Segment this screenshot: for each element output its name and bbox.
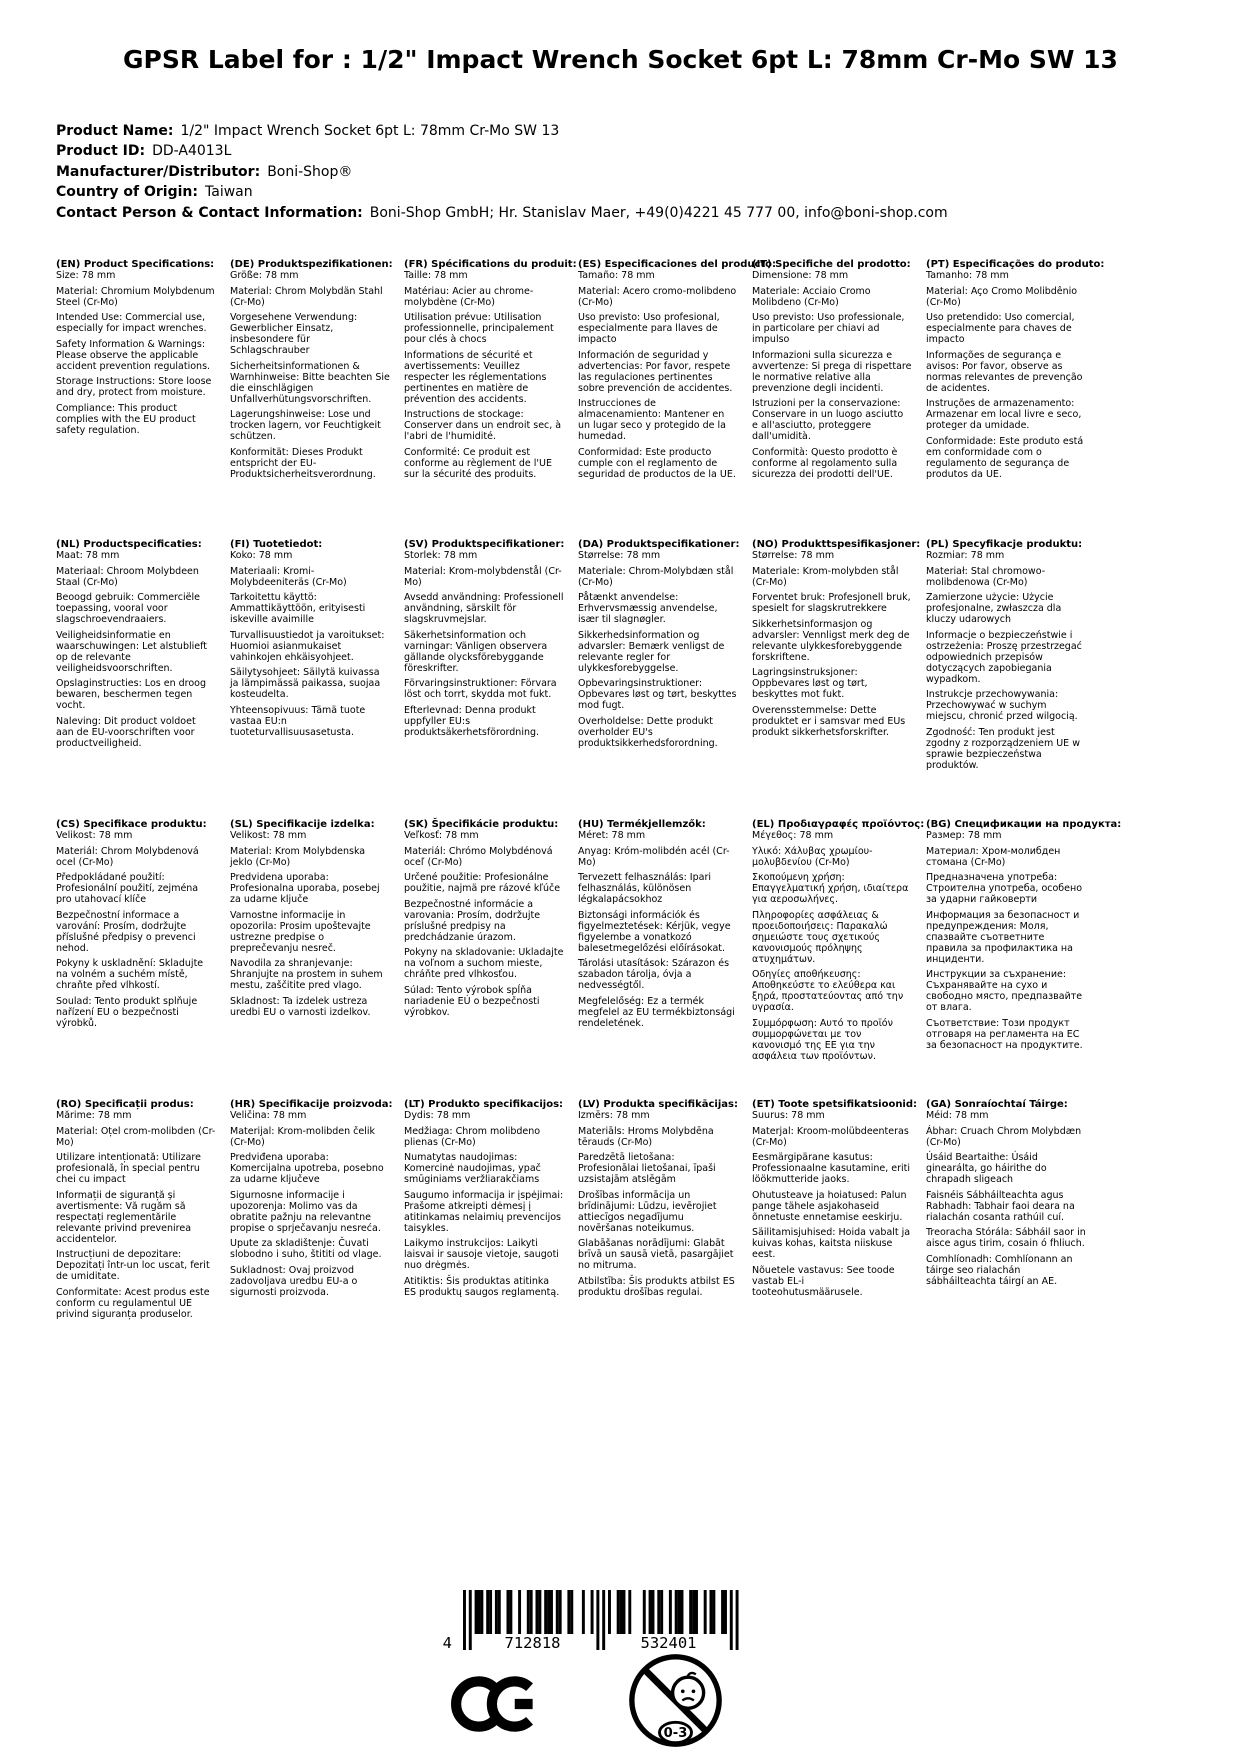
spec-paragraph: Avsedd användning: Professionell användning, särskilt för slagskruvmejslar. <box>404 592 564 625</box>
spec-block-pt <box>926 259 1105 539</box>
spec-paragraph: Material: Krom Molybdenska jeklo (Cr-Mo) <box>230 845 366 868</box>
spec-block-fi <box>230 539 390 819</box>
spec-block-nl <box>56 539 216 819</box>
spec-paragraph: Súlad: Tento výrobok spĺňa nariadenie EÚ o bezpečnosti výrobkov. <box>404 984 540 1018</box>
spec-paragraph: Overensstemmelse: Dette produktet er i samsvar med EUs produkt sikkerhetsforskrifter. <box>752 704 906 738</box>
spec-paragraph: Predvidena uporaba: Profesionalna uporaba, posebej za udarne ključe <box>230 872 380 905</box>
spec-block-de <box>230 259 393 539</box>
spec-paragraph: Tárolási utasítások: Szárazon és szabadon tárolja, óvja a nedvességtől. <box>578 958 730 991</box>
baby-face-icon <box>673 1677 704 1708</box>
spec-paragraph: Material: Acero cromo-molibdeno (Cr-Mo) <box>578 285 737 308</box>
spec-block-title: (ES) Especificaciones del producto: <box>578 259 777 270</box>
page-title: GPSR Label for : 1/2" Impact Wrench Socket 6pt L: 78mm Cr-Mo SW 13 <box>123 45 1118 74</box>
spec-paragraph: Matériau: Acier au chrome-molybdène (Cr-Mo) <box>404 285 534 308</box>
spec-paragraph: Informații de siguranță și avertismente: Vă rugăm să respectați reglementările relevante privind prevenirea accidentelor. <box>56 1189 192 1245</box>
spec-block-el <box>752 819 925 1099</box>
ce-mark-icon <box>450 1670 542 1738</box>
spec-paragraph: Drošības informācija un brīdinājumi: Lūdzu, ievērojiet attiecīgos negadījumu novēršanas noteikumus. <box>578 1189 717 1234</box>
spec-paragraph: Informazioni sulla sicurezza e avvertenze: Si prega di rispettare le normative relative alla prevenzione degli incidenti. <box>752 349 912 394</box>
spec-paragraph: Navodila za shranjevanje: Shranjujte na prostem in suhem mestu, zaščitite pred vlago. <box>230 958 383 991</box>
spec-paragraph: Taille: 78 mm <box>404 270 468 281</box>
spec-paragraph: Veiligheidsinformatie en waarschuwingen: Let alstublieft op de relevante veiligheidsvoorschriften. <box>56 629 208 674</box>
spec-block-es <box>578 259 777 539</box>
spec-paragraph: Předpokládané použití: Profesionální použití, zejména pro utahovací klíče <box>56 872 199 905</box>
spec-block-title: (HR) Specifikacije proizvoda: <box>230 1099 393 1110</box>
spec-paragraph: Určené použitie: Profesionálne použitie, najmä pre rázové kľúče <box>404 872 561 894</box>
spec-paragraph: Tamanho: 78 mm <box>926 270 1009 281</box>
spec-paragraph: Zamierzone użycie: Użycie profesjonalne, zwłaszcza dla kluczy udarowych <box>926 592 1062 625</box>
spec-paragraph: Paredzētā lietošana: Profesionālai lietošanai, īpaši uzsistajām atslēgām <box>578 1152 716 1185</box>
spec-paragraph: Uso previsto: Uso professionale, in particolare per chiavi ad impulso <box>752 312 905 345</box>
product-info <box>56 121 948 223</box>
spec-paragraph: Ohutusteave ja hoiatused: Palun pange tähele asjakohaseid õnnetuste ennetamise eeskirju. <box>752 1189 907 1223</box>
spec-paragraph: Υλικό: Χάλυβας χρωμίου-μολυβδενίου (Cr-Mo) <box>752 845 873 868</box>
spec-paragraph: Tamaño: 78 mm <box>578 270 655 281</box>
spec-paragraph: Compliance: This product complies with the EU product safety regulation. <box>56 402 196 436</box>
spec-paragraph: Lagerungshinweise: Lose und trocken lagern, vor Feuchtigkeit schützen. <box>230 409 381 442</box>
spec-paragraph: Comhlíonadh: Comhlíonann an táirge seo rialachán sábháilteachta táirgí an AE. <box>926 1253 1073 1287</box>
spec-paragraph: Material: Krom-molybdenstål (Cr-Mo) <box>404 565 562 588</box>
spec-paragraph: Laikymo instrukcijos: Laikyti laisvai ir sausoje vietoje, saugoti nuo drėgmės. <box>404 1238 559 1271</box>
spec-paragraph: Anyag: Króm-molibdén acél (Cr-Mo) <box>578 845 730 868</box>
spec-paragraph: Glabāšanas norādījumi: Glabāt brīvā un sausā vietā, pasargājiet no mitruma. <box>578 1238 734 1271</box>
spec-block-title: (SK) Špecifikácie produktu: <box>404 819 559 830</box>
spec-block-title: (HU) Termékjellemzők: <box>578 819 706 830</box>
spec-paragraph: Yhteensopivuus: Tämä tuote vastaa EU:n tuoteturvallisuusasetusta. <box>230 704 366 738</box>
spec-paragraph: Opslaginstructies: Los en droog bewaren, beschermen tegen vocht. <box>56 678 206 711</box>
product-info-line <box>56 141 948 161</box>
spec-paragraph: Информация за безопасност и предупреждения: Моля, спазвайте съответните правила за профилактика на инциденти. <box>926 909 1080 965</box>
spec-paragraph: Soulad: Tento produkt splňuje nařízení EU o bezpečnosti výrobků. <box>56 995 198 1029</box>
spec-paragraph: Opbevaringsinstruktioner: Opbevares løst og tørt, beskyttes mod fugt. <box>578 678 737 711</box>
spec-paragraph: Conformité: Ce produit est conforme au règlement de l'UE sur la sécurité des produits. <box>404 446 552 480</box>
spec-paragraph: Ábhar: Cruach Chrom Molybdæn (Cr-Mo) <box>926 1125 1082 1148</box>
spec-paragraph: Material: Chrom Molybdän Stahl (Cr-Mo) <box>230 285 383 308</box>
spec-paragraph: Nõuetele vastavus: See toode vastab EL-i tooteohutusmäärusele. <box>752 1264 895 1298</box>
spec-paragraph: Conformidad: Este producto cumple con el reglamento de seguridad de productos de la UE. <box>578 446 736 480</box>
spec-paragraph: Material: Chromium Molybdenum Steel (Cr-Mo) <box>56 285 215 308</box>
info-value: DD-A4013L <box>152 143 232 160</box>
product-info-line <box>56 162 948 182</box>
spec-paragraph: Pokyny k uskladnění: Skladujte na volném a suchém místě, chraňte před vlhkostí. <box>56 958 204 991</box>
spec-paragraph: Koko: 78 mm <box>230 550 293 561</box>
info-label: Product Name: <box>56 123 174 139</box>
spec-paragraph: Sicherheitsinformationen & Warnhinweise: Bitte beachten Sie die einschlägigen Unfallverhütungsvorschriften. <box>230 360 390 405</box>
spec-paragraph: Izmērs: 78 mm <box>578 1110 650 1121</box>
spec-paragraph: Istruzioni per la conservazione: Conservare in un luogo asciutto e all'asciutto, proteggere dall'umidità. <box>752 398 904 442</box>
spec-paragraph: Méret: 78 mm <box>578 830 646 841</box>
spec-paragraph: Sigurnosne informacije i upozorenja: Molimo vas da obratite pažnju na relevantne propise o sprječavanju nesreća. <box>230 1189 381 1234</box>
spec-paragraph: Instructions de stockage: Conserver dans un endroit sec, à l'abri de l'humidité. <box>404 409 562 442</box>
spec-paragraph: Velikost: 78 mm <box>230 830 307 841</box>
spec-paragraph: Säilitamisjuhised: Hoida vabalt ja kuivas kohas, kaitsta niiskuse eest. <box>752 1227 911 1260</box>
info-value: Taiwan <box>205 184 253 201</box>
spec-paragraph: Atitiktis: Šis produktas atitinka ES produktų saugos reglamentą. <box>404 1275 560 1298</box>
spec-block-title: (GA) Sonraíochtaí Táirge: <box>926 1099 1068 1110</box>
spec-block-title: (DE) Produktspezifikationen: <box>230 259 393 270</box>
spec-paragraph: Material: Oțel crom-molibden (Cr-Mo) <box>56 1125 216 1148</box>
spec-paragraph: Atbilstība: Šis produkts atbilst ES produktu drošības regulai. <box>578 1275 735 1298</box>
spec-paragraph: Materiál: Chrom Molybdenová ocel (Cr-Mo) <box>56 845 199 868</box>
spec-paragraph: Säilytysohjeet: Säilytä kuivassa ja lämpimässä paikassa, suojaa kosteudelta. <box>230 667 381 700</box>
barcode-group-right: 532401 <box>640 1634 697 1652</box>
spec-block-title: (NO) Produkttspesifikasjoner: <box>752 539 921 550</box>
info-value: 1/2" Impact Wrench Socket 6pt L: 78mm Cr-Mo SW 13 <box>180 123 560 139</box>
spec-block-et <box>752 1099 918 1379</box>
spec-block-title: (RO) Specificații produs: <box>56 1099 194 1110</box>
ean13-barcode <box>430 1590 750 1656</box>
spec-block-cs <box>56 819 216 1099</box>
spec-paragraph: Beoogd gebruik: Commerciële toepassing, vooral voor slagschroevendraaiers. <box>56 592 200 625</box>
spec-paragraph: Saugumo informacija ir įspėjimai: Prašome atkreipti dėmesį į atitinkamas nelaimių prevencijos taisykles. <box>404 1189 564 1234</box>
spec-block-title: (DA) Produktspecifikationer: <box>578 539 740 550</box>
spec-paragraph: Intended Use: Commercial use, especially for impact wrenches. <box>56 312 207 334</box>
age-warning-0-3-icon <box>627 1652 724 1749</box>
spec-paragraph: Conformità: Questo prodotto è conforme al regolamento sulla sicurezza dei prodotti dell'UE. <box>752 446 898 480</box>
spec-paragraph: Turvallisuustiedot ja varoitukset: Huomioi asianmukaiset vahinkojen ehkäisyohjeet. <box>230 629 385 663</box>
spec-paragraph: Sukladnost: Ovaj proizvod zadovoljava uredbu EU-a o sigurnosti proizvoda. <box>230 1264 358 1298</box>
spec-paragraph: Pokyny na skladovanie: Ukladajte na voľnom a suchom mieste, chráňte pred vlhkosťou. <box>404 947 564 980</box>
spec-paragraph: Treoracha Stórála: Sábháil saor in aisce agus tirim, cosain ó fhliuch. <box>926 1227 1086 1249</box>
spec-block-title: (PL) Specyfikacje produktu: <box>926 539 1083 550</box>
spec-paragraph: Numatytas naudojimas: Komercinė naudojimas, ypač smūginiams veržliarakčiams <box>404 1152 541 1185</box>
spec-block-lt <box>404 1099 564 1379</box>
info-label: Country of Origin: <box>56 184 198 201</box>
spec-paragraph: Zgodność: Ten produkt jest zgodny z rozporządzeniem UE w sprawie bezpieczeństwa produktów. <box>926 726 1080 771</box>
spec-paragraph: Instruções de armazenamento: Armazenar em local livre e seco, proteger da umidade. <box>926 398 1082 431</box>
spec-paragraph: Σκοπούμενη χρήση: Επαγγελματική χρήση, ιδιαίτερα για αεροσωλήνες. <box>752 872 909 905</box>
spec-block-en <box>56 259 216 539</box>
spec-paragraph: Tervezett felhasználás: Ipari felhasználás, különösen légkalapácsokhoz <box>578 872 711 905</box>
spec-paragraph: Vorgesehene Verwendung: Gewerblicher Einsatz, insbesondere für Schlagschrauber <box>230 312 358 356</box>
spec-paragraph: Материал: Хром-молибден стомана (Cr-Mo) <box>926 845 1061 868</box>
spec-block-it <box>752 259 912 539</box>
spec-paragraph: Πληροφορίες ασφάλειας & προειδοποιήσεις: Παρακαλώ σημειώστε τους σχετικούς κανονισμούς πρόληψης ατυχημάτων. <box>752 909 888 965</box>
spec-paragraph: Materijal: Krom-molibden čelik (Cr-Mo) <box>230 1125 376 1148</box>
spec-block-sv <box>404 539 564 819</box>
spec-paragraph: Veličina: 78 mm <box>230 1110 307 1121</box>
spec-paragraph: Utilizare intenționată: Utilizare profesională, în special pentru chei cu impact <box>56 1152 201 1185</box>
product-info-line <box>56 182 948 202</box>
spec-paragraph: Materiale: Krom-molybden stål (Cr-Mo) <box>752 565 899 588</box>
spec-paragraph: Instrukcje przechowywania: Przechowywać w suchym miejscu, chronić przed wilgocią. <box>926 689 1078 722</box>
info-value: Boni-Shop® <box>267 163 353 180</box>
spec-paragraph: Rozmiar: 78 mm <box>926 550 1005 561</box>
info-value: Boni-Shop GmbH; Hr. Stanislav Maer, +49(0)4221 45 777 00, info@boni-shop.com <box>369 204 948 221</box>
spec-paragraph: Informations de sécurité et avertissements: Veuillez respecter les réglementations pertinentes en matière de prévention des accidents. <box>404 349 547 405</box>
spec-paragraph: Bezpečnostní informace a varování: Prosím, dodržujte příslušné předpisy o prevenci nehod. <box>56 909 196 954</box>
spec-paragraph: Uso previsto: Uso profesional, especialmente para llaves de impacto <box>578 312 720 345</box>
spec-paragraph: Konformität: Dieses Produkt entspricht der EU-Produktsicherheitsverordnung. <box>230 446 376 480</box>
spec-block-title: (IT) Specifiche del prodotto: <box>752 259 911 270</box>
spec-paragraph: Informações de segurança e avisos: Por favor, observe as normas relevantes de prevenção de acidentes. <box>926 349 1083 394</box>
spec-paragraph: Påtænkt anvendelse: Erhvervsmæssig anvendelse, især til slagnøgler. <box>578 592 718 625</box>
spec-paragraph: Размер: 78 mm <box>926 830 1002 841</box>
spec-paragraph: Säkerhetsinformation och varningar: Vänligen observera gällande olycksförebyggande föreskrifter. <box>404 629 548 674</box>
info-label: Product ID: <box>56 143 146 160</box>
spec-block-sk <box>404 819 564 1099</box>
spec-paragraph: Úsáid Beartaithe: Úsáid ginearálta, go háirithe do chrapadh sligeach <box>926 1152 1047 1185</box>
barcode-digit-lead: 4 <box>442 1634 452 1652</box>
spec-paragraph: Conformitate: Acest produs este conform cu regulamentul UE privind siguranța produselor. <box>56 1286 210 1320</box>
spec-paragraph: Varnostne informacije in opozorila: Prosim upoštevajte ustrezne predpise o preprečevanju nesreč. <box>230 909 371 954</box>
spec-block-title: (BG) Спецификации на продукта: <box>926 819 1122 830</box>
spec-paragraph: Utilisation prévue: Utilisation professionnelle, principalement pour clés à chocs <box>404 312 554 345</box>
spec-block-title: (CS) Specifikace produktu: <box>56 819 207 830</box>
barcode-group-left: 712818 <box>504 1634 561 1652</box>
spec-paragraph: Maat: 78 mm <box>56 550 120 561</box>
spec-paragraph: Bezpečnostné informácie a varovania: Prosím, dodržujte príslušné predpisy na predchádzanie úrazom. <box>404 898 541 943</box>
spec-paragraph: Eesmärgipärane kasutus: Professionaalne kasutamine, eriti löökmutteride jaoks. <box>752 1152 911 1185</box>
spec-paragraph: Størrelse: 78 mm <box>752 550 835 561</box>
spec-block-title: (LT) Produkto specifikacijos: <box>404 1099 564 1110</box>
spec-paragraph: Sikkerhetsinformasjon og advarsler: Vennligst merk deg de relevante ulykkesforebyggende forskriftene. <box>752 618 910 663</box>
spec-block-title: (LV) Produkta specifikācijas: <box>578 1099 738 1110</box>
spec-paragraph: Lagringsinstruksjoner: Oppbevares løst og tørt, beskyttes mot fukt. <box>752 667 868 700</box>
spec-paragraph: Skladnost: Ta izdelek ustreza uredbi EU o varnosti izdelkov. <box>230 995 371 1018</box>
spec-paragraph: Veľkosť: 78 mm <box>404 830 479 841</box>
info-label: Contact Person & Contact Information: <box>56 204 363 221</box>
spec-block-title: (EL) Προδιαγραφές προϊόντος: <box>752 819 925 830</box>
spec-paragraph: Faisnéis Sábháilteachta agus Rabhadh: Tabhair faoi deara na rialachán cosanta rathúil cuí. <box>926 1189 1075 1223</box>
info-label: Manufacturer/Distributor: <box>56 163 261 180</box>
product-info-line <box>56 203 948 223</box>
spec-block-ro <box>56 1099 216 1379</box>
spec-block-da <box>578 539 738 819</box>
spec-paragraph: Storage Instructions: Store loose and dry, protect from moisture. <box>56 376 212 398</box>
spec-block-title: (SL) Specifikacije izdelka: <box>230 819 375 830</box>
spec-paragraph: Biztonsági információk és figyelmeztetések: Kérjük, vegye figyelembe a vonatkozó balesetmegelőzési előírásokat. <box>578 909 731 954</box>
spec-paragraph: Conformidade: Este produto está em conformidade com o regulamento de segurança de produtos da UE. <box>926 435 1084 480</box>
spec-block-title: (EN) Product Specifications: <box>56 259 215 270</box>
spec-paragraph: Съответствие: Този продукт отговаря на регламента на ЕС за безопасност на продуктите. <box>926 1017 1083 1051</box>
spec-paragraph: Οδηγίες αποθήκευσης: Αποθηκεύστε το ελεύθερα και ξηρά, προστατεύοντας από την υγρασία. <box>752 969 904 1013</box>
spec-paragraph: Förvaringsinstruktioner: Förvara löst och torrt, skydda mot fukt. <box>404 678 557 700</box>
spec-paragraph: Materiaal: Chroom Molybdeen Staal (Cr-Mo) <box>56 565 199 588</box>
spec-paragraph: Størrelse: 78 mm <box>578 550 661 561</box>
spec-block-lv <box>578 1099 738 1379</box>
spec-paragraph: Instrucciones de almacenamiento: Mantener en un lugar seco y protegido de la humedad. <box>578 398 726 442</box>
spec-paragraph: Предназначена употреба: Строителна употреба, особено за ударни гайковерти <box>926 872 1083 905</box>
spec-paragraph: Instrucțiuni de depozitare: Depozitați într-un loc uscat, ferit de umiditate. <box>56 1249 210 1282</box>
spec-paragraph: Safety Information & Warnings: Please observe the applicable accident prevention regulations. <box>56 338 211 372</box>
spec-paragraph: Uso pretendido: Uso comercial, especialmente para chaves de impacto <box>926 312 1075 345</box>
spec-paragraph: Tarkoitettu käyttö: Ammattikäyttöön, erityisesti iskeville avaimille <box>230 592 366 625</box>
spec-paragraph: Mărime: 78 mm <box>56 1110 132 1121</box>
spec-block-title: (FR) Spécifications du produit: <box>404 259 577 270</box>
spec-block-no <box>752 539 921 819</box>
spec-block-title: (ET) Toote spetsifikatsioonid: <box>752 1099 918 1110</box>
spec-paragraph: Materiale: Acciaio Cromo Molibdeno (Cr-Mo) <box>752 285 871 308</box>
spec-paragraph: Velikost: 78 mm <box>56 830 133 841</box>
spec-block-title: (FI) Tuotetiedot: <box>230 539 323 550</box>
spec-paragraph: Suurus: 78 mm <box>752 1110 825 1121</box>
spec-paragraph: Materiaali: Kromi-Molybdeeniteräs (Cr-Mo) <box>230 565 347 588</box>
spec-paragraph: Materiale: Chrom-Molybdæn stål (Cr-Mo) <box>578 565 734 588</box>
spec-paragraph: Größe: 78 mm <box>230 270 299 281</box>
spec-paragraph: Medžiaga: Chrom molibdeno plienas (Cr-Mo) <box>404 1125 541 1148</box>
spec-paragraph: Información de seguridad y advertencias: Por favor, respete las regulaciones pertinentes sobre prevención de accidentes. <box>578 349 733 394</box>
spec-block-bg <box>926 819 1122 1099</box>
product-info-line <box>56 121 948 141</box>
spec-block-ga <box>926 1099 1086 1379</box>
spec-paragraph: Storlek: 78 mm <box>404 550 478 561</box>
spec-paragraph: Méid: 78 mm <box>926 1110 989 1121</box>
spec-paragraph: Upute za skladištenje: Čuvati slobodno i suho, štititi od vlage. <box>230 1238 382 1260</box>
age-warning-label: 0-3 <box>663 1725 688 1741</box>
spec-grid <box>56 259 1122 1379</box>
spec-paragraph: Συμμόρφωση: Αυτό το προϊόν συμμορφώνεται με τον κανονισμό της ΕΕ για την ασφάλεια των προϊόντων. <box>752 1017 893 1062</box>
spec-paragraph: Materiál: Chrómo Molybdénová oceľ (Cr-Mo) <box>404 845 553 868</box>
spec-paragraph: Forventet bruk: Profesjonell bruk, spesielt for slagskrutrekkere <box>752 592 911 614</box>
spec-paragraph: Predviđena uporaba: Komercijalna upotreba, posebno za udarne ključeve <box>230 1152 384 1185</box>
spec-paragraph: Materiāls: Hroms Molybdēna tērauds (Cr-Mo) <box>578 1125 714 1148</box>
spec-paragraph: Materjal: Kroom-molübdeenteras (Cr-Mo) <box>752 1125 909 1148</box>
spec-paragraph: Size: 78 mm <box>56 270 116 281</box>
spec-block-sl <box>230 819 390 1099</box>
spec-paragraph: Megfelelőség: Ez a termék megfelel az EU termékbiztonsági rendeletének. <box>578 995 735 1029</box>
spec-paragraph: Overholdelse: Dette produkt overholder EU's produktsikkerhedsforordning. <box>578 715 718 749</box>
spec-block-title: (PT) Especificações do produto: <box>926 259 1105 270</box>
spec-paragraph: Material: Aço Cromo Molibdênio (Cr-Mo) <box>926 285 1078 308</box>
spec-block-title: (NL) Productspecificaties: <box>56 539 202 550</box>
spec-paragraph: Informacje o bezpieczeństwie i ostrzeżenia: Proszę przestrzegać odpowiednich przepisów dotyczących zapobiegania wypadkom. <box>926 629 1082 685</box>
spec-paragraph: Efterlevnad: Denna produkt uppfyller EU:s produktsäkerhetsförordning. <box>404 704 540 738</box>
spec-block-pl <box>926 539 1086 819</box>
spec-paragraph: Sikkerhedsinformation og advarsler: Bemærk venligst de relevante regler for ulykkesforebyggelse. <box>578 629 725 674</box>
spec-block-fr <box>404 259 577 539</box>
spec-paragraph: Materiał: Stal chromowo-molibdenowa (Cr-Mo) <box>926 565 1046 588</box>
spec-block-title: (SV) Produktspecifikationer: <box>404 539 565 550</box>
spec-paragraph: Dydis: 78 mm <box>404 1110 471 1121</box>
spec-paragraph: Инструкции за съхранение: Съхранявайте на сухо и свободно място, предпазвайте от влага. <box>926 969 1083 1013</box>
spec-paragraph: Dimensione: 78 mm <box>752 270 849 281</box>
spec-block-hu <box>578 819 738 1099</box>
spec-paragraph: Naleving: Dit product voldoet aan de EU-voorschriften voor productveiligheid. <box>56 715 196 749</box>
spec-block-hr <box>230 1099 393 1379</box>
spec-paragraph: Μέγεθος: 78 mm <box>752 830 834 841</box>
